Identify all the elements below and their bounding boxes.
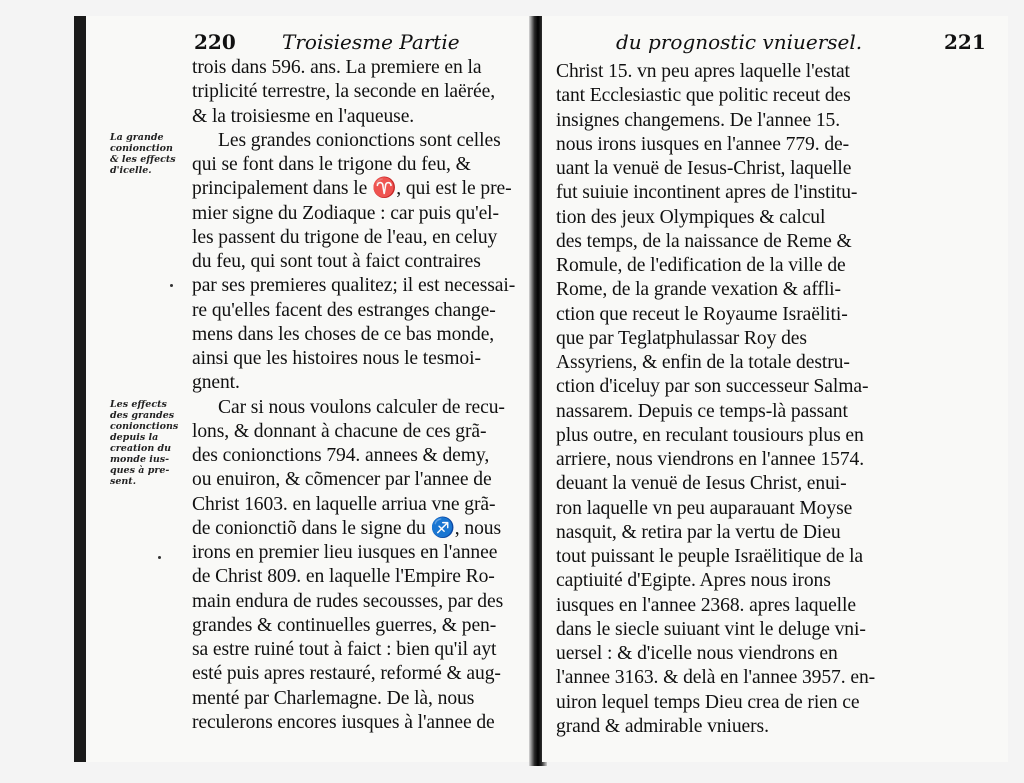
text-line: Christ 15. vn peu apres laquelle l'estat bbox=[556, 61, 850, 82]
text-line: de conionctiõ dans le signe du ♐, nous bbox=[192, 517, 502, 539]
text-line: main endura de rudes secousses, par des bbox=[192, 590, 504, 612]
ink-speck bbox=[158, 556, 161, 559]
text-line: reculerons encores iusques à l'annee de bbox=[192, 711, 495, 733]
running-head: du prognostic vniuersel. bbox=[616, 30, 863, 54]
text-line: ainsi que les histoires nous le tesmoi- bbox=[192, 348, 481, 369]
margin-note-line: ques à pre- bbox=[110, 465, 170, 476]
text-line: l'annee 3163. & delà en l'annee 3957. en- bbox=[556, 667, 876, 689]
text-line: Les grandes conionctions sont celles bbox=[218, 129, 501, 151]
text-line: deuant la venuë de Iesus Christ, enui- bbox=[556, 473, 847, 495]
text-line: iusques en l'annee 2368. apres laquelle bbox=[556, 594, 856, 616]
text-line: trois dans 596. ans. La premiere en la bbox=[192, 57, 482, 78]
text-line: des conionctions 794. annees & demy, bbox=[192, 445, 490, 466]
text-line: uant la venuë de Iesus-Christ, laquelle bbox=[556, 158, 852, 179]
text-line: mier signe du Zodiaque : car puis qu'el- bbox=[192, 202, 499, 224]
text-line: grand & admirable vniuers. bbox=[556, 715, 769, 737]
margin-note-line: depuis la bbox=[110, 432, 159, 443]
margin-note-line: sent. bbox=[110, 476, 136, 487]
text-line: nous irons iusques en l'annee 779. de- bbox=[556, 133, 850, 155]
text-line: tant Ecclesiastic que politic receut des bbox=[556, 85, 851, 107]
right-page-text bbox=[556, 60, 996, 739]
running-head: Troisiesme Partie bbox=[282, 30, 460, 54]
text-line: tout puissant le peuple Israëlitique de la bbox=[556, 546, 864, 567]
left-page bbox=[74, 16, 534, 762]
text-line: que par Teglatphulassar Roy des bbox=[556, 327, 807, 349]
text-line: plus outre, en reculant tousiours plus en bbox=[556, 424, 864, 446]
margin-note-line: conionctions bbox=[110, 421, 179, 432]
text-line: menté par Charlemagne. De là, nous bbox=[192, 687, 475, 709]
text-line: qui se font dans le trigone du feu, & bbox=[192, 154, 471, 175]
text-line: gnent. bbox=[192, 372, 240, 394]
text-line: de Christ 809. en laquelle l'Empire Ro- bbox=[192, 566, 495, 588]
text-line: lons, & donnant à chacune de ces grã- bbox=[192, 420, 487, 442]
margin-note-line: conionction bbox=[110, 143, 173, 154]
text-line: insignes changemens. De l'annee 15. bbox=[556, 109, 841, 131]
margin-note-line: La grande bbox=[110, 132, 164, 143]
right-page bbox=[542, 16, 1008, 762]
text-line: Assyriens, & enfin de la totale destru- bbox=[556, 352, 850, 373]
text-line: dans le siecle suiuant vint le deluge vni- bbox=[556, 618, 866, 640]
margin-note-line: des grandes bbox=[110, 410, 175, 421]
margin-note-line: & les effects bbox=[110, 154, 176, 165]
text-line: fut suiuie incontinent apres de l'institu- bbox=[556, 182, 858, 204]
text-line: re qu'elles facent des estranges change- bbox=[192, 299, 496, 321]
text-line: Rome, de la grande vexation & affli- bbox=[556, 279, 841, 301]
page-number: 221 bbox=[944, 30, 986, 54]
text-line: nassarem. Depuis ce temps-là passant bbox=[556, 400, 848, 422]
text-line: grandes & continuelles guerres, & pen- bbox=[192, 614, 497, 636]
text-line: tion des jeux Olympiques & calcul bbox=[556, 206, 826, 228]
text-line: triplicité terrestre, la seconde en laërée, bbox=[192, 81, 496, 103]
page-number: 220 bbox=[194, 30, 236, 54]
margin-note-line: creation du bbox=[110, 443, 172, 454]
text-line: captiuité d'Egipte. Apres nous irons bbox=[556, 570, 831, 592]
ink-speck bbox=[170, 284, 173, 287]
left-page-text bbox=[192, 56, 532, 735]
text-line: nasquit, & retira par la vertu de Dieu bbox=[556, 521, 841, 543]
text-line: uersel : & d'icelle nous viendrons en bbox=[556, 643, 838, 664]
text-line: principalement dans le ♈, qui est le pre- bbox=[192, 178, 512, 200]
text-line: ron laquelle vn peu auparauant Moyse bbox=[556, 497, 853, 519]
text-line: du feu, qui sont tout à faict contraires bbox=[192, 251, 481, 272]
text-line: des temps, de la naissance de Reme & bbox=[556, 230, 852, 252]
text-line: ction que receut le Royaume Israëliti- bbox=[556, 303, 848, 325]
text-line: par ses premieres qualitez; il est necessai- bbox=[192, 275, 516, 297]
text-line: irons en premier lieu iusques en l'annee bbox=[192, 542, 498, 563]
open-book bbox=[74, 16, 1008, 766]
text-line: les passent du trigone de l'eau, en celuy bbox=[192, 226, 498, 248]
text-line: Christ 1603. en laquelle arriua vne grã- bbox=[192, 493, 496, 515]
text-line: sa estre ruiné tout à faict : bien qu'il ayt bbox=[192, 639, 497, 660]
text-line: Romule, de l'edification de la ville de bbox=[556, 255, 846, 276]
text-line: ou enuiron, & cõmencer par l'annee de bbox=[192, 469, 492, 491]
text-line: Car si nous voulons calculer de recu- bbox=[218, 396, 505, 418]
text-line: mens dans les choses de ce bas monde, bbox=[192, 323, 495, 345]
margin-note-line: d'icelle. bbox=[110, 165, 152, 176]
margin-note-line: Les effects bbox=[110, 399, 167, 410]
text-line: ction d'iceluy par son successeur Salma- bbox=[556, 376, 869, 398]
text-line: esté puis apres restauré, reformé & aug- bbox=[192, 663, 501, 685]
margin-note bbox=[110, 399, 180, 487]
text-line: uiron lequel temps Dieu crea de rien ce bbox=[556, 691, 860, 713]
margin-note-line: monde ius- bbox=[110, 454, 170, 465]
text-line: & la troisiesme en l'aqueuse. bbox=[192, 105, 415, 127]
text-line: arriere, nous viendrons en l'annee 1574. bbox=[556, 449, 865, 470]
margin-note bbox=[110, 132, 180, 176]
